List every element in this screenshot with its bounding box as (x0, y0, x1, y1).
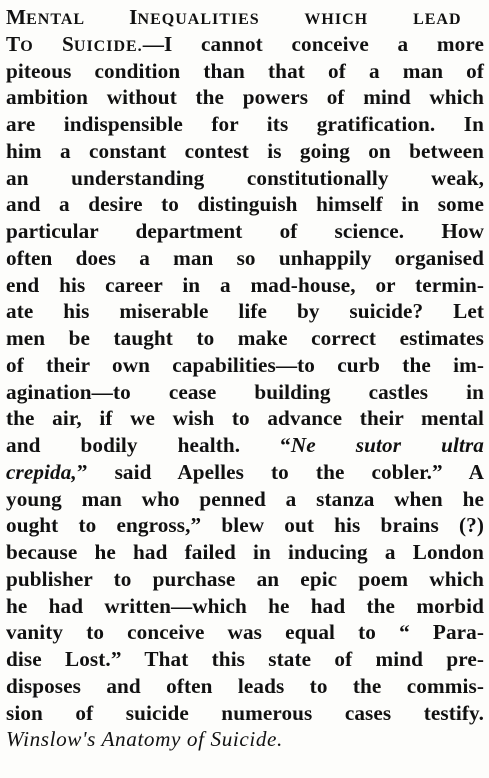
article-text: he had written—which he had the morbid (6, 593, 485, 618)
article-text: the air, if we wish to advance their mental (6, 406, 485, 431)
article-line (6, 325, 484, 352)
article-line (6, 619, 484, 646)
article-text: ate his miserable life by suicide? Let (6, 299, 484, 324)
article-line (6, 486, 484, 513)
article-text: piteous condition than that of a man of (6, 58, 485, 83)
article-line (6, 272, 484, 299)
article-line (6, 646, 484, 673)
article-text: him a constant contest is going on between (6, 138, 484, 163)
article-line (6, 379, 484, 406)
article-line (6, 432, 484, 459)
article-text: dise Lost.” That this state of mind pre- (6, 647, 484, 671)
article-text: —I cannot conceive a more (142, 31, 484, 56)
latin-phrase: Ne sutor ultra (290, 433, 484, 457)
article-title-part-1: MENTAL INEQUALITIES WHICH LEAD (6, 5, 462, 29)
article-title-part-2: TO SUICIDE.—I cannot conceive a more (6, 31, 484, 56)
article-text: disposes and often leads to the commis- (6, 673, 484, 698)
article-text: agination—to cease building castles in (6, 379, 484, 404)
article-text: an understanding constitutionally weak, (6, 165, 484, 190)
article-line (6, 352, 484, 379)
article-text: particular department of science. How (6, 219, 484, 243)
article-line (6, 673, 484, 700)
article-line (6, 58, 484, 85)
article-line (6, 593, 484, 620)
article-text: vanity to conceive was equal to “ Para- (6, 620, 485, 645)
article-line (6, 31, 484, 58)
article-line (6, 84, 484, 111)
article-line (6, 165, 484, 192)
article-text: of their own capabilities—to curb the im- (6, 352, 484, 377)
article-line (6, 245, 484, 272)
article-text: publisher to purchase an epic poem which (6, 566, 484, 591)
latin-phrase-continued: crepida, (6, 459, 77, 484)
article-text: crepida,” said Apelles to the cobler.” A (6, 459, 484, 484)
article-text: ought to engross,” blew out his brains (?) (6, 513, 485, 538)
article-text: sion of suicide numerous cases testify. (6, 700, 484, 725)
article-line (6, 539, 484, 566)
article-text: young man who penned a stanza when he (6, 486, 484, 511)
article-line (6, 700, 484, 727)
article-line (6, 191, 484, 218)
article-line (6, 111, 484, 138)
article-line (6, 405, 484, 432)
article-line (6, 218, 484, 245)
article-body (6, 4, 484, 753)
article-line (6, 459, 484, 486)
article-line (6, 4, 484, 31)
article-line (6, 298, 484, 325)
article-text: and bodily health. “Ne sutor ultra (6, 433, 484, 457)
article-line (6, 566, 484, 593)
article-text: are indispensible for its gratification. In (6, 112, 484, 136)
article-source: Winslow's Anatomy of Suicide. (6, 727, 283, 752)
article-line (6, 726, 484, 753)
article-text: often does a man so unhappily organised (6, 245, 484, 270)
article-line (6, 138, 484, 165)
article-text: men be taught to make correct estimates (6, 326, 485, 350)
article-text: and a desire to distinguish himself in some (6, 192, 484, 217)
article-text: end his career in a mad-house, or termin- (6, 272, 485, 297)
article-line (6, 512, 484, 539)
article-text: ambition without the powers of mind which (6, 85, 485, 110)
article-text: because he had failed in inducing a London (6, 540, 485, 564)
